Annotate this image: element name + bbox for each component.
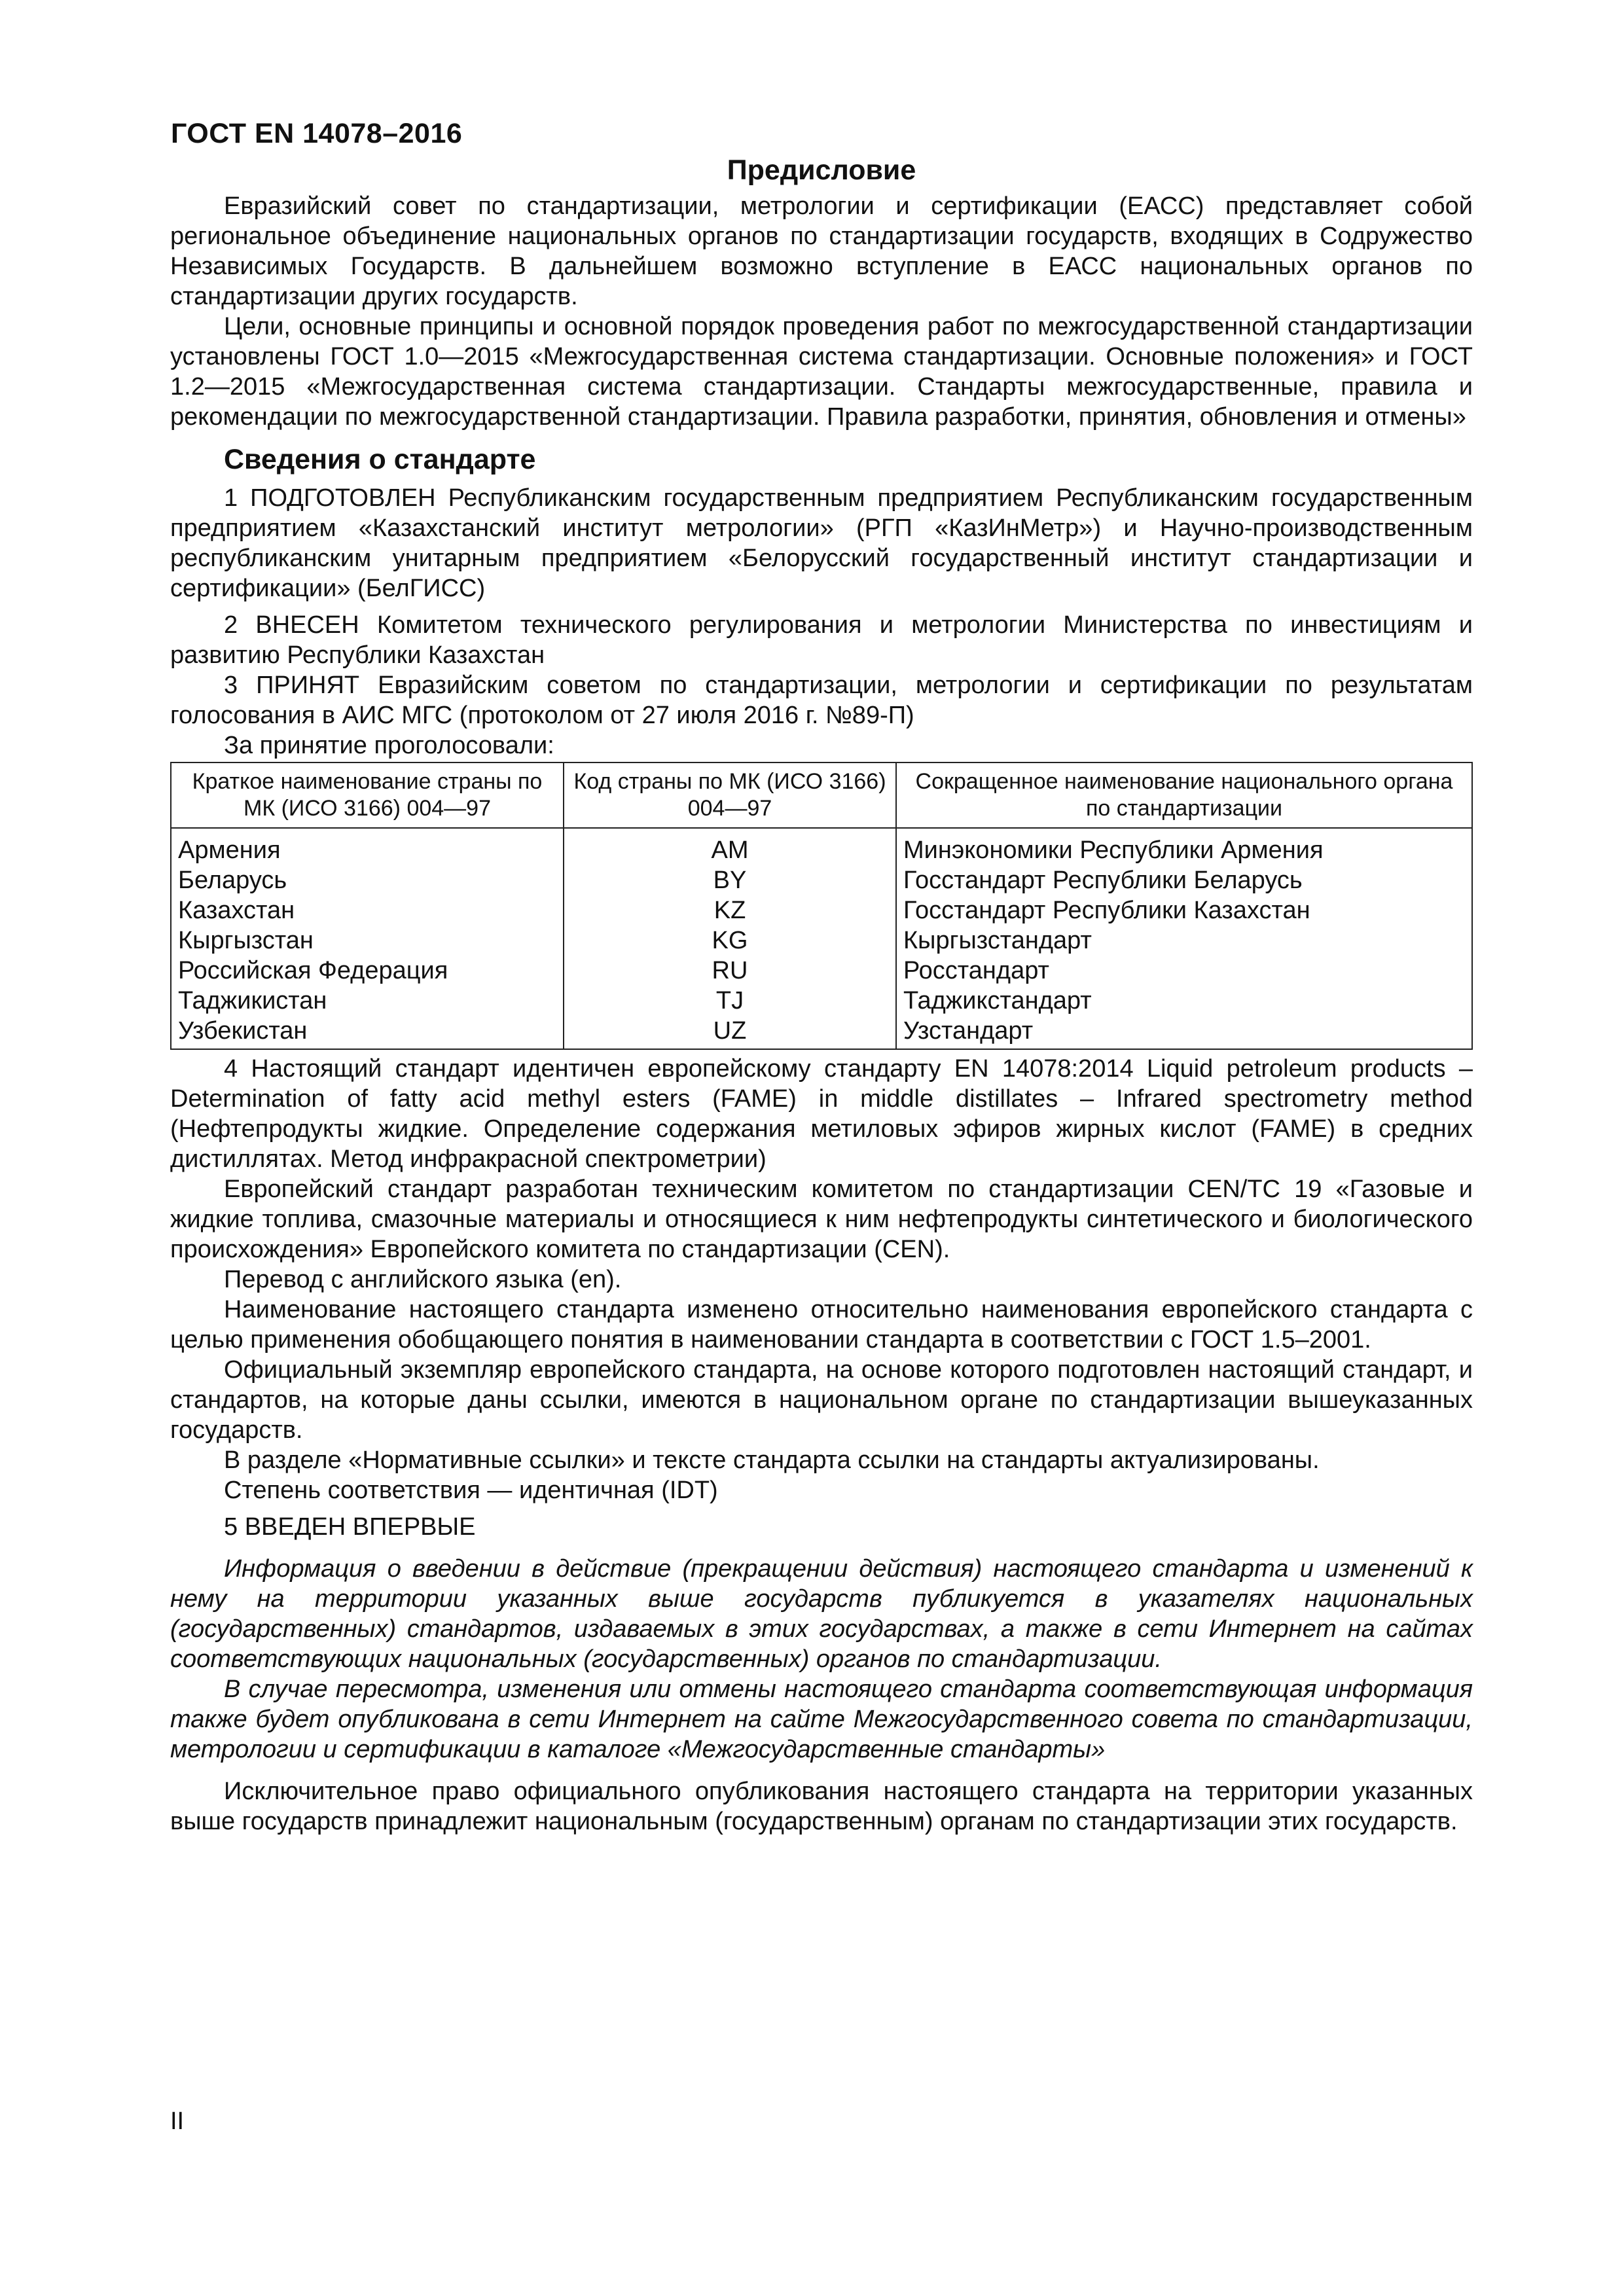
- code-cell: KG: [564, 925, 896, 956]
- info-item-1: 1 ПОДГОТОВЛЕН Республиканским государственным предприятием Республиканским государственным предприятием «Казахстанский институт метрологии» (РГП «КазИнМетр») и Научно-производственным республиканским унитарным предприятием «Белорусский государственный институт стандартизации и сертификации» (БелГИСС): [170, 484, 1473, 602]
- item4-paragraph-4: Наименование настоящего стандарта изменено относительно наименования европейского стандарта с целью применения обобщающего понятия в наименовании стандарта в соответствии с ГОСТ 1.5–2001.: [170, 1296, 1473, 1354]
- country-cell: Армения: [171, 828, 564, 865]
- table-row: [171, 828, 1472, 865]
- info-title: Сведения о стандарте: [224, 444, 536, 475]
- code-cell: UZ: [564, 1016, 896, 1049]
- foreword-paragraph-2: Цели, основные принципы и основной порядок проведения работ по межгосударственной стандартизации установлены ГОСТ 1.0—2015 «Межгосударственная система стандартизации. Основные положения» и ГОСТ 1.2—2015 «Межгосударственная система стандартизации. Стандарты межгосударственные, правила и рекомендации по межгосударственной стандартизации. Правила разработки, принятия, обновления и отмены»: [170, 313, 1473, 431]
- item5-italic-1: Информация о введении в действие (прекращении действия) настоящего стандарта и изменений к нему на территории указанных выше государств публикуется в указателях национальных (государственных) стандартов, издаваемых в этих государствах, а также в сети Интернет на сайтах соответствующих национальных (государственных) органов по стандартизации.: [170, 1555, 1473, 1673]
- foreword-title: Предисловие: [727, 154, 916, 186]
- foreword-paragraph-1: Евразийский совет по стандартизации, метрологии и сертификации (ЕАСС) представляет собой региональное объединение национальных органов по стандартизации государств, входящих в Содружество Независимых Государств. В дальнейшем возможно вступление в ЕАСС национальных органов по стандартизации других государств.: [170, 192, 1473, 310]
- header-code: Код страны по МК (ИСО 3166) 004—97: [564, 762, 896, 828]
- page-content: [170, 152, 1473, 1837]
- item5-title: 5 ВВЕДЕН ВПЕРВЫЕ: [224, 1513, 476, 1541]
- header-body: Сокращенное наименование национального органа по стандартизации: [896, 762, 1472, 828]
- table-header-row: [171, 762, 1472, 828]
- body-cell: Госстандарт Республики Казахстан: [896, 895, 1472, 925]
- body-cell: Узстандарт: [896, 1016, 1472, 1049]
- country-cell: Узбекистан: [171, 1016, 564, 1049]
- body-cell: Росстандарт: [896, 956, 1472, 986]
- item4-paragraph-3: Перевод с английского языка (en).: [224, 1266, 622, 1293]
- page-number: II: [170, 2108, 185, 2135]
- vote-intro: За принятие проголосовали:: [224, 732, 554, 759]
- country-cell: Казахстан: [171, 895, 564, 925]
- item4-paragraph-2: Европейский стандарт разработан техническим комитетом по стандартизации CEN/TC 19 «Газовые и жидкие топлива, смазочные материалы и относящиеся к ним нефтепродукты синтетического и биологического происхождения» Европейского комитета по стандартизации (CEN).: [170, 1175, 1473, 1263]
- item4-paragraph-7: Степень соответствия — идентичная (IDT): [224, 1477, 718, 1504]
- body-cell: Таджикстандарт: [896, 986, 1472, 1016]
- table-row: [171, 986, 1472, 1016]
- country-cell: Кыргызстан: [171, 925, 564, 956]
- country-cell: Беларусь: [171, 865, 564, 895]
- info-item-3: 3 ПРИНЯТ Евразийским советом по стандартизации, метрологии и сертификации по результатам голосования в АИС МГС (протоколом от 27 июля 2016 г. №89-П): [170, 672, 1473, 729]
- header-country: Краткое наименование страны по МК (ИСО 3166) 004—97: [171, 762, 564, 828]
- document-id: ГОСТ EN 14078–2016: [171, 118, 463, 149]
- table-row: [171, 956, 1472, 986]
- code-cell: TJ: [564, 986, 896, 1016]
- voting-table: [170, 762, 1473, 1050]
- code-cell: BY: [564, 865, 896, 895]
- table-row: [171, 925, 1472, 956]
- table-row: [171, 895, 1472, 925]
- country-cell: Российская Федерация: [171, 956, 564, 986]
- info-item-2: 2 ВНЕСЕН Комитетом технического регулирования и метрологии Министерства по инвестициям и развитию Республики Казахстан: [170, 611, 1473, 669]
- item5-italic-2: В случае пересмотра, изменения или отмены настоящего стандарта соответствующая информация также будет опубликована в сети Интернет на сайте Межгосударственного совета по стандартизации, метрологии и сертификации в каталоге «Межгосударственные стандарты»: [170, 1676, 1473, 1763]
- table-row: [171, 1016, 1472, 1049]
- body-cell: Госстандарт Республики Беларусь: [896, 865, 1472, 895]
- body-cell: Минэкономики Республики Армения: [896, 828, 1472, 865]
- item4-paragraph-1: 4 Настоящий стандарт идентичен европейскому стандарту EN 14078:2014 Liquid petroleum products – Determination of fatty acid methyl esters (FAME) in middle distillates – Infrared spectrometry method (Нефтепродукты жидкие. Определение содержания метиловых эфиров жирных кислот (FAME) в средних дистиллятах. Метод инфракрасной спектрометрии): [170, 1055, 1473, 1173]
- body-cell: Кыргызстандарт: [896, 925, 1472, 956]
- code-cell: AM: [564, 828, 896, 865]
- code-cell: RU: [564, 956, 896, 986]
- table-row: [171, 865, 1472, 895]
- item4-paragraph-6: В разделе «Нормативные ссылки» и тексте стандарта ссылки на стандарты актуализированы.: [224, 1446, 1320, 1474]
- closing-paragraph: Исключительное право официального опубликования настоящего стандарта на территории указанных выше государств принадлежит национальным (государственным) органам по стандартизации этих государств.: [170, 1778, 1473, 1835]
- country-cell: Таджикистан: [171, 986, 564, 1016]
- code-cell: KZ: [564, 895, 896, 925]
- item4-paragraph-5: Официальный экземпляр европейского стандарта, на основе которого подготовлен настоящий стандарт, и стандартов, на которые даны ссылки, имеются в национальном органе по стандартизации вышеуказанных государств.: [170, 1356, 1473, 1444]
